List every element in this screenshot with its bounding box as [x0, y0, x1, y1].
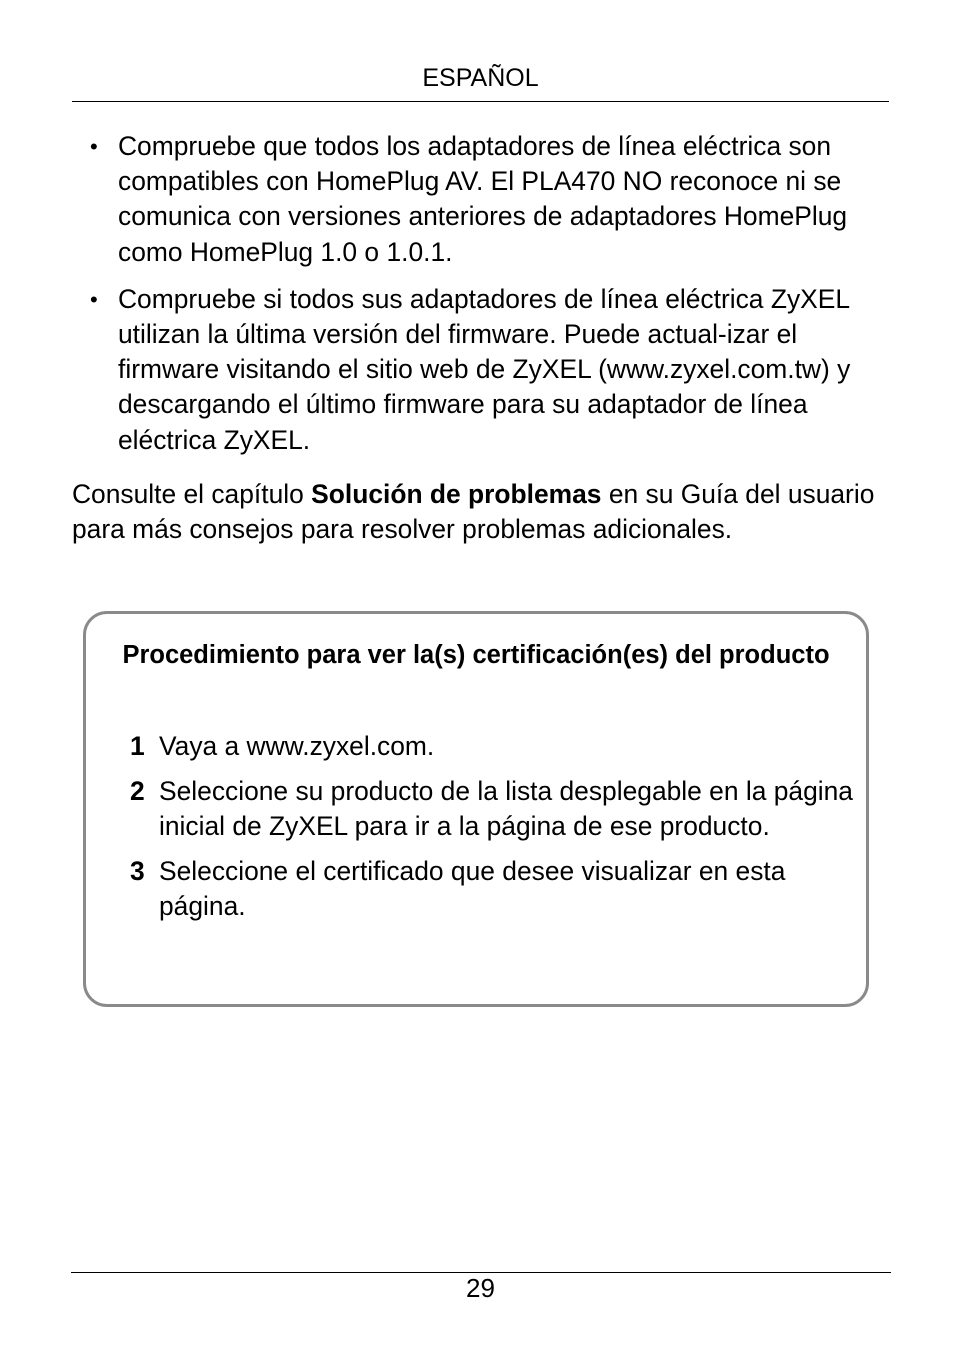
step-number: 2	[130, 776, 145, 806]
step-number: 3	[130, 856, 145, 886]
procedure-steps	[130, 729, 860, 934]
page-number: 29	[466, 1273, 495, 1303]
chapter-reference: Solución de problemas	[311, 479, 602, 509]
step-text: Seleccione el certificado que desee visualizar en esta página.	[159, 856, 786, 921]
bullet-text: Compruebe que todos los adaptadores de línea eléctrica son compatibles con HomePlug AV. El PLA470 NO reconoce ni se comunica con versiones anteriores de adaptadores HomePlug como HomePlug 1.0 o 1.0.1.	[118, 131, 848, 267]
list-item	[72, 282, 892, 458]
bullet-marker: •	[90, 286, 98, 312]
procedure-title: Procedimiento para ver la(s) certificación(es) del producto	[122, 641, 830, 669]
bullet-marker: •	[90, 134, 98, 159]
consult-paragraph	[72, 477, 892, 547]
bullet-list	[72, 129, 892, 470]
procedure-box	[83, 611, 869, 1007]
step-number: 1	[130, 731, 145, 761]
procedure-step	[130, 774, 860, 844]
procedure-step	[130, 854, 860, 924]
step-text: Seleccione su producto de la lista desplegable en la página inicial de ZyXEL para ir a la página de ese producto.	[159, 776, 853, 841]
list-item	[72, 129, 892, 270]
step-text: Vaya a www.zyxel.com.	[159, 731, 435, 761]
procedure-step	[130, 729, 860, 764]
consult-text-before: Consulte el capítulo	[72, 479, 312, 509]
consult-text-after: en su Guía del usuario para más consejos para resolver problemas adicionales.	[72, 479, 875, 545]
header-divider	[72, 101, 889, 102]
section-header: ESPAÑOL	[422, 64, 539, 92]
bullet-text: Compruebe si todos sus adaptadores de línea eléctrica ZyXEL utilizan la última versión del firmware. Puede actual-izar el firmware visitando el sitio web de ZyXEL (www.zyxel.com.tw) y descargando el último firmware para su adaptador de línea eléctrica ZyXEL.	[118, 283, 851, 455]
